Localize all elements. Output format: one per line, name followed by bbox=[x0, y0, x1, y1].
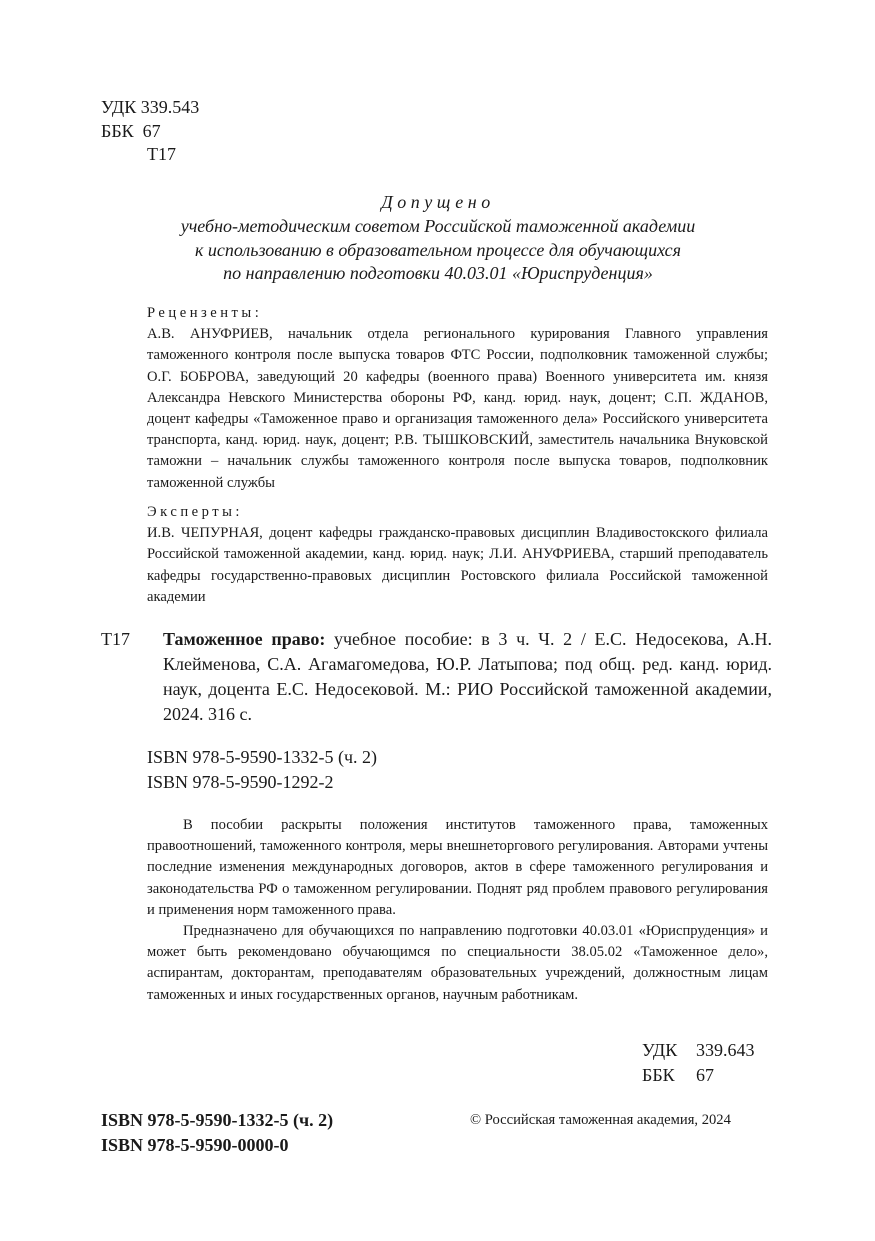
book-title: Таможенное право: bbox=[163, 629, 326, 649]
reviewers-text: А.В. АНУФРИЕВ, начальник отдела регионального курирования Главного управления таможенного контроля после выпуска товаров ФТС России, подполковник таможенной службы; О.Г. БОБРОВА, заведующий 20 кафедры (военного права) Военного университета им. князя Александра Невского Министерства обороны РФ, канд. юрид. наук, доцент; С.П. ЖДАНОВ, доцент кафедры «Таможенное право и организация таможенного дела» Российского университета транспорта, канд. юрид. наук, доцент; Р.В. ТЫШКОВСКИЙ, заместитель начальника Внуковской таможни – начальник службы таможенного контроля после выпуска товаров, подполковник таможенной службы bbox=[147, 326, 768, 491]
bibliographic-code: Т17 bbox=[101, 629, 130, 649]
bbk-code: ББК 67 bbox=[101, 120, 161, 141]
isbn-bold-line: ISBN 978-5-9590-1332-5 (ч. 2) bbox=[101, 1110, 334, 1130]
approval-block bbox=[101, 191, 775, 286]
isbn-line: ISBN 978-5-9590-1332-5 (ч. 2) bbox=[147, 747, 378, 767]
udk-code: УДК 339.543 bbox=[101, 97, 200, 117]
isbn-bold-line: ISBN 978-5-9590-0000-0 bbox=[101, 1135, 289, 1155]
isbn-line: ISBN 978-5-9590-1292-2 bbox=[147, 771, 334, 792]
approval-line: учебно-методическим советом Российской таможенной академии bbox=[180, 215, 696, 236]
annotation-paragraph: Предназначено для обучающихся по направлению подготовки 40.03.01 «Юриспруденция» и может быть рекомендовано обучающимся по специальности 38.05.02 «Таможенное дело», аспирантам, докторантам, преподавателям образовательных учреждений, должностным лицам таможенных и иных государственных органов, научным работникам. bbox=[147, 923, 768, 1003]
approval-line: по направлению подготовки 40.03.01 «Юриспруденция» bbox=[223, 263, 653, 284]
reviewers-section bbox=[147, 303, 768, 494]
copyright-notice: © Российская таможенная академия, 2024 bbox=[470, 1112, 731, 1128]
bbk-label: ББК bbox=[642, 1065, 675, 1085]
bibliographic-details: учебное пособие: в 3 ч. Ч. 2 / Е.С. Недосекова, А.Н. Клейменова, С.А. Агамагомедова, Ю.Р. Латыпова; под общ. ред. канд. юрид. наук, доцента Е.С. Недосековой. М.: РИО Российской таможенной академии, 2024. 316 с. bbox=[163, 629, 772, 724]
experts-label: Эксперты: bbox=[147, 504, 243, 520]
bbk-value: 67 bbox=[696, 1065, 714, 1085]
isbn-list bbox=[147, 745, 377, 794]
experts-text: И.В. ЧЕПУРНАЯ, доцент кафедры гражданско-правовых дисциплин Владивостокского филиала Российской таможенной академии, канд. юрид. наук; Л.И. АНУФРИЕВА, старший преподаватель кафедры государственно-правовых дисциплин Ростовского филиала Российской таможенной академии bbox=[147, 525, 768, 605]
annotation-paragraph: В пособии раскрыты положения институтов таможенного права, таможенных правоотношений, таможенного контроля, меры внешнеторгового регулирования. Авторами учтены последние изменения международных договоров, актов в сфере таможенного регулирования и законодательства РФ о таможенном регулировании. Поднят ряд проблем правового регулирования и применения норм таможенного права. bbox=[147, 817, 768, 918]
annotation bbox=[147, 815, 768, 1006]
approval-heading: Допущено bbox=[381, 192, 495, 212]
footer-isbn bbox=[101, 1108, 333, 1158]
classification-codes bbox=[101, 96, 199, 167]
approval-line: к использованию в образовательном процессе для обучающихся bbox=[194, 239, 682, 260]
experts-section bbox=[147, 502, 768, 608]
reviewers-label: Рецензенты: bbox=[147, 305, 263, 321]
udk-label: УДК bbox=[642, 1040, 678, 1060]
udk-value: 339.643 bbox=[696, 1040, 755, 1060]
bibliographic-record bbox=[163, 627, 772, 727]
author-mark: Т17 bbox=[147, 144, 176, 164]
footer-codes bbox=[642, 1038, 755, 1088]
